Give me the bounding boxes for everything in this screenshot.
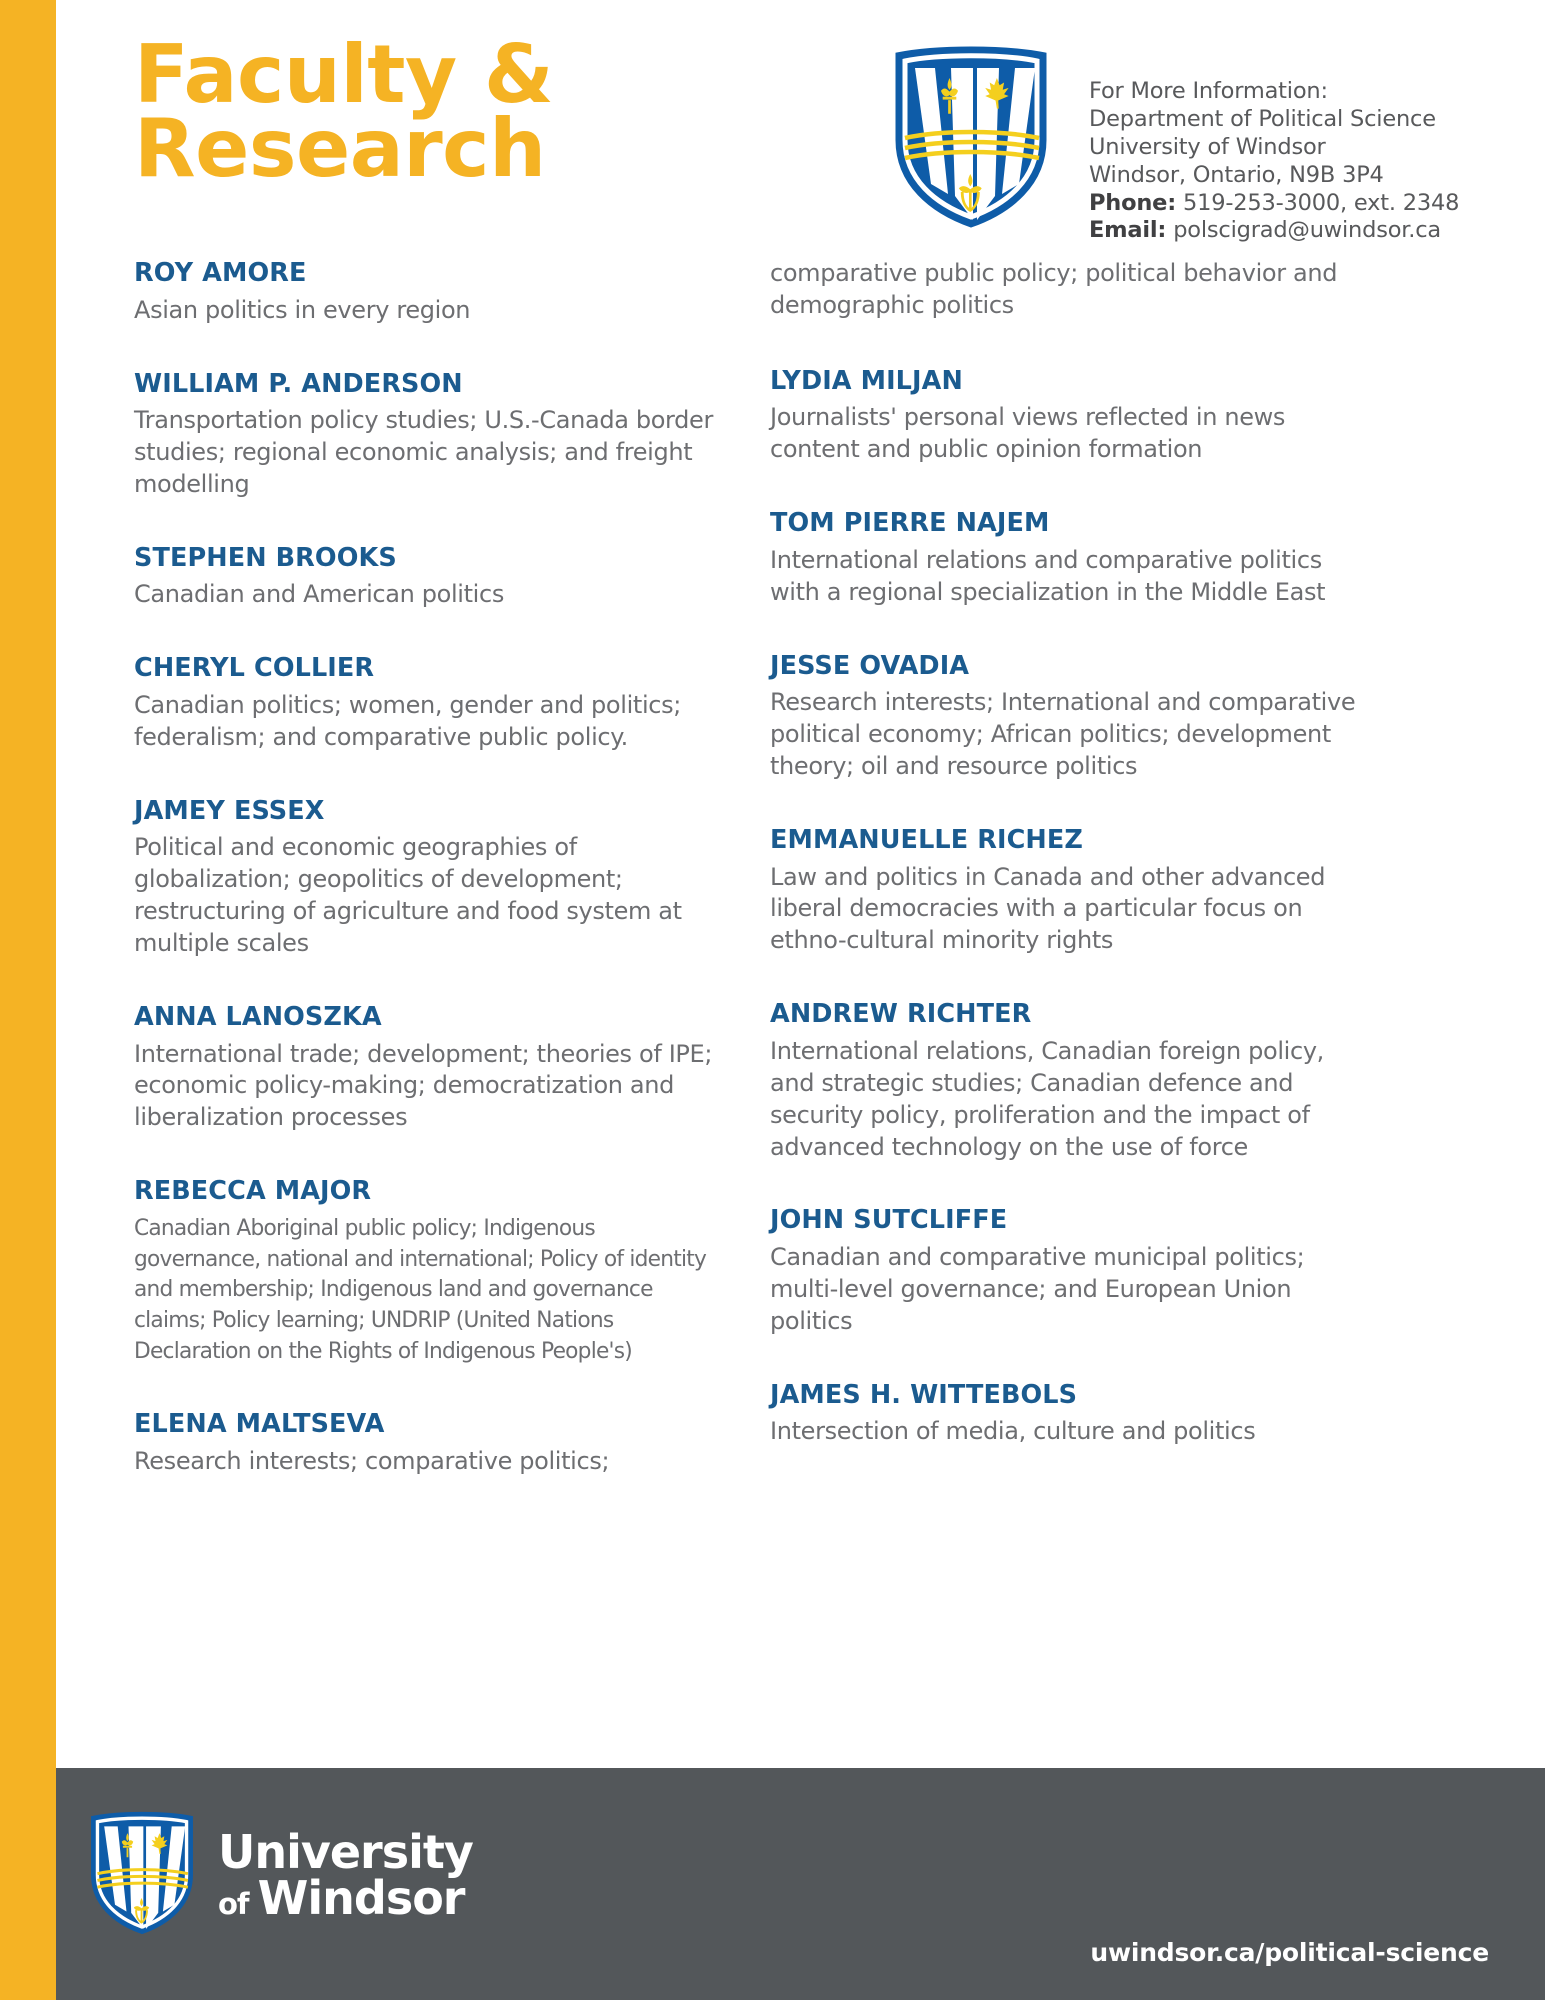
faculty-interests: Asian politics in every region <box>134 295 471 324</box>
contact-line-1: For More Information: <box>1089 78 1328 104</box>
phone-value: 519-253-3000, ext. 2348 <box>1183 189 1460 216</box>
faculty-entry <box>770 999 1370 1163</box>
faculty-interests: Research interests; International and comparative political economy; African politics; development theory; oil and resource politics <box>770 688 1356 781</box>
page-content <box>56 0 1545 1768</box>
faculty-interests-continuation: comparative public policy; political behavior and demographic politics <box>770 259 1338 319</box>
page-title-line1: Faculty & <box>134 28 554 121</box>
wordmark-of: of <box>218 1886 258 1921</box>
uwindsor-shield-icon-footer <box>88 1810 196 1941</box>
faculty-interests: Law and politics in Canada and other advanced liberal democracies with a particular focus on ethno-cultural minority rights <box>770 862 1326 955</box>
faculty-name: JAMEY ESSEX <box>134 795 325 826</box>
faculty-interests: Canadian and American politics <box>134 580 504 609</box>
page-title <box>134 28 694 195</box>
faculty-interests: International relations and comparative politics with a regional specialization in the Middle East <box>770 545 1326 606</box>
faculty-name: JESSE OVADIA <box>770 650 970 681</box>
faculty-interests: Intersection of media, culture and politics <box>770 1417 1256 1446</box>
faculty-name: TOM PIERRE NAJEM <box>770 508 1050 539</box>
faculty-entry <box>134 1002 734 1134</box>
wordmark-line-2 <box>218 1870 473 1925</box>
faculty-name: JOHN SUTCLIFFE <box>770 1205 1008 1236</box>
faculty-entry <box>134 543 734 612</box>
faculty-name: WILLIAM P. ANDERSON <box>134 368 463 399</box>
left-accent-bar <box>0 0 56 2000</box>
uwindsor-wordmark <box>218 1825 473 1925</box>
contact-line-4: Windsor, Ontario, N9B 3P4 <box>1089 161 1384 188</box>
faculty-interests: Transportation policy studies; U.S.-Canada border studies; regional economic analysis; and freight modelling <box>134 406 713 498</box>
faculty-interests: International relations, Canadian foreign policy, and strategic studies; Canadian defence and security policy, proliferation and the impact of advanced technology on the use of force <box>770 1036 1324 1161</box>
email-label: Email: <box>1089 217 1167 244</box>
faculty-name: JAMES H. WITTEBOLS <box>770 1379 1078 1410</box>
faculty-entry <box>134 796 734 960</box>
faculty-entry <box>134 369 734 501</box>
faculty-name: LYDIA MILJAN <box>770 365 963 396</box>
faculty-entry <box>134 258 734 327</box>
faculty-entry <box>770 825 1370 957</box>
faculty-entry <box>770 366 1370 466</box>
page-header <box>56 0 1545 300</box>
faculty-interests: Political and economic geographies of globalization; geopolitics of development; restructuring of agriculture and food system at multiple scales <box>134 833 682 958</box>
footer-website-link[interactable]: uwindsor.ca/political-science <box>1090 1938 1489 1967</box>
wordmark-line-1: University <box>218 1825 473 1880</box>
faculty-name: ANNA LANOSZKA <box>134 1001 382 1032</box>
faculty-name: ROY AMORE <box>134 258 307 288</box>
faculty-name: ANDREW RICHTER <box>770 999 1032 1030</box>
faculty-column-left <box>134 258 734 1477</box>
faculty-interests: Canadian politics; women, gender and politics; federalism; and comparative public policy. <box>134 690 682 751</box>
faculty-name: REBECCA MAJOR <box>134 1176 372 1207</box>
faculty-column-right <box>770 258 1370 1448</box>
faculty-entry <box>770 1380 1370 1449</box>
faculty-name: EMMANUELLE RICHEZ <box>770 824 1083 855</box>
faculty-interests: International trade; development; theories of IPE; economic policy-making; democratization and liberalization processes <box>134 1039 713 1132</box>
faculty-entry <box>770 651 1370 783</box>
footer-brand-lockup <box>88 1810 473 1941</box>
email-value: polscigrad@uwindsor.ca <box>1173 217 1441 244</box>
faculty-listing <box>56 258 1545 1708</box>
faculty-entry <box>134 1409 734 1478</box>
faculty-interests: Research interests; comparative politics; <box>134 1446 610 1475</box>
faculty-name: ELENA MALTSEVA <box>134 1408 385 1439</box>
page-footer <box>56 1768 1545 2000</box>
faculty-interests: Journalists' personal views reflected in news content and public opinion formation <box>770 403 1286 464</box>
wordmark-windsor: Windsor <box>257 1870 465 1925</box>
contact-email <box>1089 217 1449 245</box>
faculty-name: CHERYL COLLIER <box>134 653 375 684</box>
faculty-name: STEPHEN BROOKS <box>134 542 397 573</box>
faculty-entry <box>134 653 734 753</box>
faculty-interests: Canadian and comparative municipal politics; multi-level governance; and European Union politics <box>770 1243 1305 1335</box>
faculty-entry <box>134 1176 734 1367</box>
contact-block <box>1089 78 1460 245</box>
faculty-interests: Canadian Aboriginal public policy; Indigenous governance, national and international; Policy of identity and membership; Indigenous land and governance claims; Policy learning; UNDRIP (United Nations Declaration on the Rights of Indigenous People's) <box>134 1214 707 1365</box>
faculty-entry <box>770 508 1370 608</box>
uwindsor-shield-icon <box>891 44 1051 229</box>
faculty-entry <box>770 1205 1370 1337</box>
phone-label: Phone: <box>1089 189 1177 216</box>
page-title-line2: Research <box>134 101 546 195</box>
contact-line-2: Department of Political Science <box>1089 105 1436 132</box>
contact-line-3: University of Windsor <box>1089 133 1326 160</box>
contact-phone <box>1089 189 1460 218</box>
